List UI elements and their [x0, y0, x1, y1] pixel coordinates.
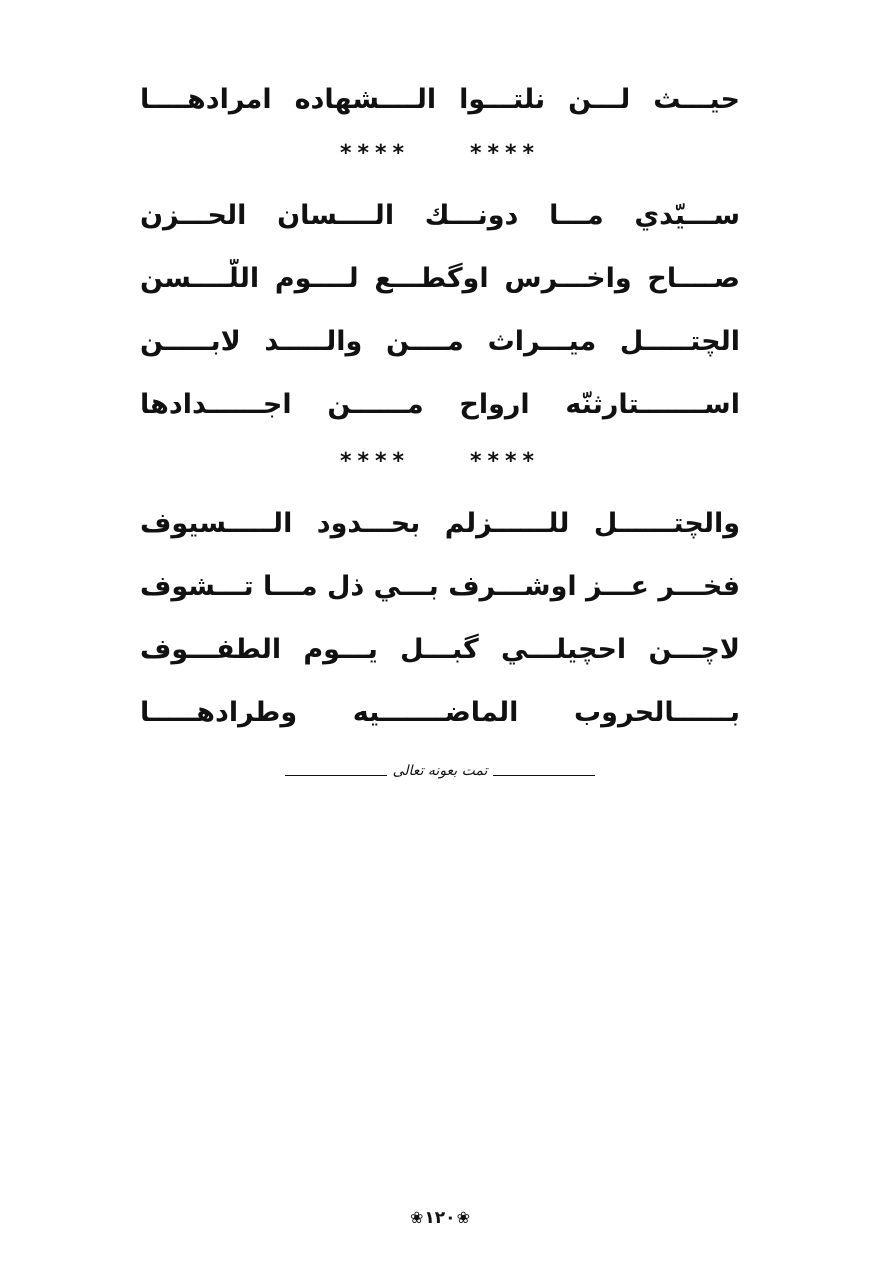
- verse-line-2: ســـيّدي مـــا دونـــك الــــسان الحـــزن: [140, 200, 740, 231]
- verse-line-7: فخـــر عـــز اوشـــرف بـــي ذل مـــا تـــشوف: [140, 571, 740, 602]
- colophon: [285, 758, 595, 784]
- stanza-separator-2: [340, 450, 540, 474]
- separator-stars-right: ****: [469, 141, 540, 166]
- verse-line-1: حيـــث لـــن نلتـــوا الــــشهاده امرادهــــا: [140, 84, 740, 115]
- verse-line-5: اســـــــتارثنّه ارواح مــــــن اجــــــدادها: [140, 389, 740, 420]
- verse-line-3: صــــاح واخـــرس اوگطـــع لــــوم اللّــــسن: [140, 263, 740, 294]
- verse-line-6: والچتــــــل للــــــزلم بحـــدود الـــــسيوف: [140, 508, 740, 539]
- verse-line-8: لاچـــن احچيلـــي گبـــل يـــوم الطفـــوف: [140, 634, 740, 665]
- colophon-rule-right: [493, 775, 595, 776]
- ornament-right-icon: ❀: [456, 1208, 470, 1227]
- separator-stars-right: ****: [469, 449, 540, 474]
- ornament-left-icon: ❀: [410, 1208, 424, 1227]
- verse-line-4: الچتـــــل ميـــراث مــــن والـــــد لابـــــن: [140, 326, 740, 357]
- separator-stars-left: ****: [340, 449, 411, 474]
- separator-stars-left: ****: [340, 141, 411, 166]
- colophon-text: تمت بعونه تعالى: [392, 763, 488, 779]
- colophon-rule-left: [285, 775, 387, 776]
- verse-line-9: بــــــالحروب الماضـــــــيه وطرادهـــــا: [140, 697, 740, 728]
- page-number: [400, 1198, 480, 1238]
- page-number-value: ١٢٠: [424, 1208, 456, 1228]
- stanza-separator-1: [340, 142, 540, 166]
